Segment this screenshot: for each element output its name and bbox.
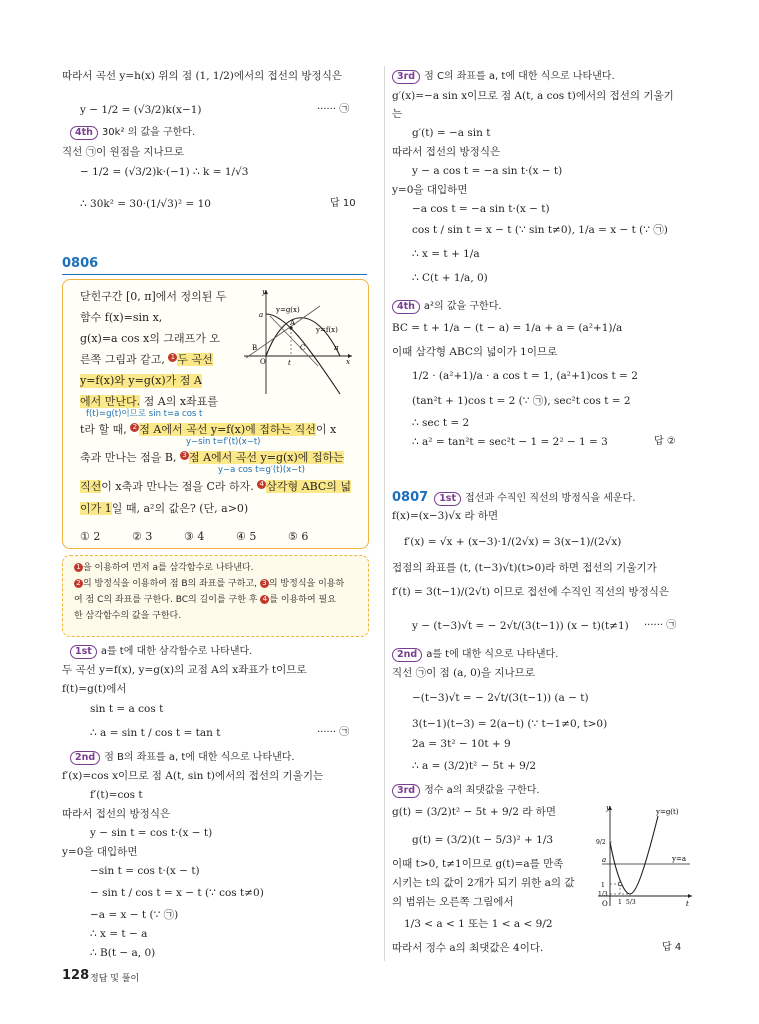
text-line: 는 bbox=[392, 108, 403, 120]
origin-label: O bbox=[602, 900, 608, 908]
step-badge: 4th bbox=[70, 126, 98, 140]
text-line: f(x)=(x−3)√x 라 하면 bbox=[392, 510, 499, 522]
problem-segment: 이 x bbox=[315, 423, 337, 436]
answer-label: 답 ② bbox=[654, 436, 676, 447]
equation: −sin t = cos t·(x − t) bbox=[90, 865, 200, 877]
highlight: 이가 1 bbox=[80, 502, 112, 515]
margin-note: f(t)=g(t)이므로 sin t=a cos t bbox=[86, 409, 203, 419]
text-line: y=0을 대입하면 bbox=[392, 184, 468, 196]
choice-5[interactable]: ⑤ 6 bbox=[288, 530, 309, 543]
text-line: 시키는 t의 값이 2개가 되기 위한 a의 값 bbox=[392, 877, 575, 889]
a-tick: a bbox=[602, 856, 607, 864]
equation: ∴ x = t − a bbox=[90, 928, 148, 940]
solution-figure bbox=[592, 802, 696, 910]
tick-1-3: 1/3 bbox=[598, 891, 608, 898]
answer-label: 답 10 bbox=[330, 198, 356, 209]
problem-segment: 른쪽 그림과 같고, bbox=[80, 353, 165, 366]
problem-line bbox=[80, 502, 248, 516]
equation: 2a = 3t² − 10t + 9 bbox=[412, 738, 511, 750]
problem-number: 0807 bbox=[392, 490, 429, 505]
step-heading: 3rd 정수 a의 최댓값을 구한다. bbox=[392, 784, 540, 798]
problem-line: 닫힌구간 [0, π]에서 정의된 두 bbox=[80, 290, 227, 303]
problem-line bbox=[80, 423, 336, 437]
hint-line: 2 의 방정식을 이용하여 점 B의 좌표를 구하고, 3 의 방정식을 이용하 bbox=[74, 579, 344, 590]
text-line: 따라서 접선의 방정식은 bbox=[392, 146, 501, 158]
condition-mark: 4 bbox=[257, 480, 266, 489]
choice-1[interactable]: ① 2 bbox=[80, 530, 101, 543]
problem-heading: 0807 1st 접선과 수직인 직선의 방정식을 세운다. bbox=[392, 490, 636, 505]
hint-line: 한 삼각함수의 값을 구한다. bbox=[74, 611, 182, 621]
equation: 1/2 · (a²+1)/a · a cos t = 1, (a²+1)cos t = 2 bbox=[412, 370, 638, 382]
equation: y − (t−3)√t = − 2√t/(3(t−1)) (x − t)(t≠1) bbox=[412, 620, 629, 632]
margin-note: y−sin t=f′(t)(x−t) bbox=[186, 437, 261, 447]
x-label: x bbox=[346, 358, 350, 366]
equation: ∴ a² = tan²t = sec²t − 1 = 2² − 1 = 3 bbox=[412, 436, 608, 448]
condition-mark: 2 bbox=[74, 579, 83, 588]
problem-line: 함수 f(x)=sin x, bbox=[80, 311, 163, 324]
condition-mark: 1 bbox=[168, 353, 177, 362]
equation: 3(t−1)(t−3) = 2(a−t) (∵ t−1≠0, t>0) bbox=[412, 718, 608, 730]
column-divider bbox=[384, 66, 385, 961]
equation: f′(t)=cos t bbox=[90, 789, 143, 801]
f-curve-label: y=f(x) bbox=[316, 326, 338, 334]
text-line: 따라서 접선의 방정식은 bbox=[62, 808, 171, 820]
equation: − 1/2 = (√3/2)k·(−1) ∴ k = 1/√3 bbox=[80, 166, 249, 178]
text-line: 따라서 정수 a의 최댓값은 4이다. bbox=[392, 942, 544, 954]
g-curve-label: y=g(x) bbox=[276, 306, 300, 314]
t-tick-5-3: 5/3 bbox=[626, 899, 636, 906]
text-line: 직선 ㉠이 원점을 지나므로 bbox=[62, 146, 184, 158]
equation-tag: ······ ㉠ bbox=[644, 620, 677, 631]
problem-line: g(x)=a cos x의 그래프가 오 bbox=[80, 332, 220, 345]
text-line: g′(x)=−a sin x이므로 점 A(t, a cos t)에서의 접선의 기울기 bbox=[392, 90, 674, 102]
y-label: y bbox=[262, 288, 266, 296]
problem-segment: 이 x축과 만나는 점을 C라 하자. bbox=[101, 480, 254, 493]
point-b-label: B bbox=[252, 344, 258, 352]
text-line: 이때 t>0, t≠1이므로 g(t)=a를 만족 bbox=[392, 858, 564, 870]
condition-mark: 3 bbox=[180, 451, 189, 460]
equation: ∴ C(t + 1/a, 0) bbox=[412, 272, 488, 284]
equation: sin t = a cos t bbox=[90, 703, 164, 715]
problem-line bbox=[80, 395, 218, 409]
equation: ∴ sec t = 2 bbox=[412, 417, 470, 429]
page-footer-label: 정답 및 풀이 bbox=[90, 974, 140, 984]
condition-mark: 2 bbox=[130, 423, 139, 432]
condition-mark: 1 bbox=[74, 563, 83, 572]
problem-line bbox=[80, 353, 213, 367]
point-c-label: C bbox=[300, 344, 306, 352]
divider bbox=[62, 274, 367, 275]
equation-tag: ······ ㉠ bbox=[317, 727, 350, 738]
text-line: g(t) = (3/2)t² − 5t + 9/2 라 하면 bbox=[392, 806, 556, 818]
text-line: 의 범위는 오른쪽 그림에서 bbox=[392, 896, 514, 908]
condition-mark: 3 bbox=[260, 579, 269, 588]
open-point bbox=[618, 882, 622, 886]
highlight: y=f(x)와 y=g(x)가 점 A bbox=[80, 374, 202, 387]
problem-line bbox=[80, 451, 344, 465]
equation: g(t) = (3/2)(t − 5/3)² + 1/3 bbox=[412, 834, 554, 846]
highlight: 직선 bbox=[80, 480, 102, 493]
g-curve-label: y=g(t) bbox=[656, 808, 679, 816]
equation: ∴ x = t + 1/a bbox=[412, 248, 480, 260]
hint-line: 1 을 이용하여 먼저 a를 삼각함수로 나타낸다. bbox=[74, 563, 253, 574]
equation-tag: ······ ㉠ bbox=[317, 104, 350, 115]
highlight: 점 A에서 곡선 y=g(x)에 접하는 bbox=[188, 451, 344, 464]
equation: − sin t / cos t = x − t (∵ cos t≠0) bbox=[90, 887, 264, 899]
choice-3[interactable]: ③ 4 bbox=[184, 530, 205, 543]
t-axis-arrow bbox=[688, 894, 692, 898]
equation: f′(x) = √x + (x−3)·1/(2√x) = 3(x−1)/(2√x) bbox=[404, 536, 622, 548]
equation: BC = t + 1/a − (t − a) = 1/a + a = (a²+1)/a bbox=[392, 322, 623, 334]
text-line: 두 곡선 y=f(x), y=g(x)의 교점 A의 x좌표가 t이므로 bbox=[62, 664, 307, 676]
equation: ∴ B(t − a, 0) bbox=[90, 947, 156, 959]
step-heading: 2nd 점 B의 좌표를 a, t에 대한 식으로 나타낸다. bbox=[70, 751, 295, 765]
problem-number: 0806 bbox=[62, 256, 99, 271]
equation: y − sin t = cos t·(x − t) bbox=[90, 827, 213, 839]
answer-label: 답 4 bbox=[662, 942, 682, 953]
text-line: 접점의 좌표를 (t, (t−3)√t)(t>0)라 하면 접선의 기울기가 bbox=[392, 562, 657, 574]
text-line: 이때 삼각형 ABC의 넓이가 1이므로 bbox=[392, 346, 558, 358]
problem-segment: t라 할 때, bbox=[80, 423, 127, 436]
equation: −a = x − t (∵ ㉠) bbox=[90, 909, 179, 921]
tick-9-2: 9/2 bbox=[596, 839, 606, 846]
equation: y − a cos t = −a sin t·(x − t) bbox=[412, 165, 563, 177]
choice-2[interactable]: ② 3 bbox=[132, 530, 153, 543]
equation: −(t−3)√t = − 2√t/(3(t−1)) (a − t) bbox=[412, 692, 589, 704]
text-line: y=0을 대입하면 bbox=[62, 846, 138, 858]
step-heading: 2nd a를 t에 대한 식으로 나타낸다. bbox=[392, 648, 558, 662]
step-text: 30k² 의 값을 구한다. bbox=[101, 127, 196, 138]
point-a-label: A bbox=[290, 319, 296, 327]
t-label: t bbox=[288, 359, 291, 367]
highlight: 두 곡선 bbox=[177, 353, 213, 366]
equation: ∴ a = sin t / cos t = tan t bbox=[90, 727, 221, 739]
pi-label: π bbox=[334, 344, 339, 352]
margin-note: y−a cos t=g′(t)(x−t) bbox=[218, 465, 305, 475]
problem-segment: 점 A의 x좌표를 bbox=[143, 395, 218, 408]
choice-4[interactable]: ④ 5 bbox=[236, 530, 257, 543]
line-a-label: y=a bbox=[672, 855, 686, 863]
a-label: a bbox=[259, 311, 264, 319]
highlight: 삼각형 ABC의 넓 bbox=[266, 480, 352, 493]
curve-g bbox=[610, 816, 658, 894]
equation: y − 1/2 = (√3/2)k(x−1) bbox=[80, 104, 202, 116]
y-label: y bbox=[606, 804, 610, 812]
problem-figure bbox=[240, 286, 358, 398]
equation: g′(t) = −a sin t bbox=[412, 127, 491, 139]
text-line: f′(t) = 3(t−1)/(2√t) 이므로 접선에 수직인 직선의 방정식은 bbox=[392, 586, 670, 598]
t-label: t bbox=[686, 900, 689, 908]
problem-line bbox=[80, 480, 351, 494]
equation: cos t / sin t = x − t (∵ sin t≠0), 1/a = x − t (∵ ㉠) bbox=[412, 224, 668, 236]
page-number: 128 bbox=[62, 968, 90, 983]
text-line: f(t)=g(t)에서 bbox=[62, 683, 127, 695]
text-line: 직선 ㉠이 점 (a, 0)을 지나므로 bbox=[392, 667, 535, 679]
origin-label: O bbox=[260, 358, 266, 366]
step-heading: 4th a²의 값을 구한다. bbox=[392, 300, 502, 314]
step-heading: 1st a를 t에 대한 삼각함수로 나타낸다. bbox=[70, 645, 252, 659]
equation: (tan²t + 1)cos t = 2 (∵ ㉠), sec²t cos t = 2 bbox=[412, 395, 631, 407]
equation: −a cos t = −a sin t·(x − t) bbox=[412, 203, 550, 215]
equation: 1/3 < a < 1 또는 1 < a < 9/2 bbox=[404, 918, 553, 930]
step-heading: 3rd 점 C의 좌표를 a, t에 대한 식으로 나타낸다. bbox=[392, 70, 615, 84]
highlight: 에서 만난다. bbox=[80, 395, 141, 408]
t-tick-1: 1 bbox=[618, 899, 622, 906]
problem-segment: 일 때, a²의 값은? (단, a>0) bbox=[111, 502, 249, 515]
text-line: 따라서 곡선 y=h(x) 위의 점 (1, 1/2)에서의 접선의 방정식은 bbox=[62, 70, 342, 82]
equation: ∴ 30k² = 30·(1/√3)² = 10 bbox=[80, 198, 211, 210]
hint-line: 여 점 C의 좌표를 구한다. BC의 길이를 구한 후 4 를 이용하여 필요 bbox=[74, 595, 336, 605]
condition-mark: 4 bbox=[260, 595, 269, 604]
equation: ∴ a = (3/2)t² − 5t + 9/2 bbox=[412, 760, 537, 772]
tick-1: 1 bbox=[601, 882, 605, 889]
text-line: f′(x)=cos x이므로 점 A(t, sin t)에서의 접선의 기울기는 bbox=[62, 770, 324, 782]
problem-segment: 축과 만나는 점을 B, bbox=[80, 451, 177, 464]
step-heading bbox=[70, 126, 195, 140]
highlight: 점 A에서 곡선 y=f(x)에 접하는 직선 bbox=[139, 423, 316, 436]
